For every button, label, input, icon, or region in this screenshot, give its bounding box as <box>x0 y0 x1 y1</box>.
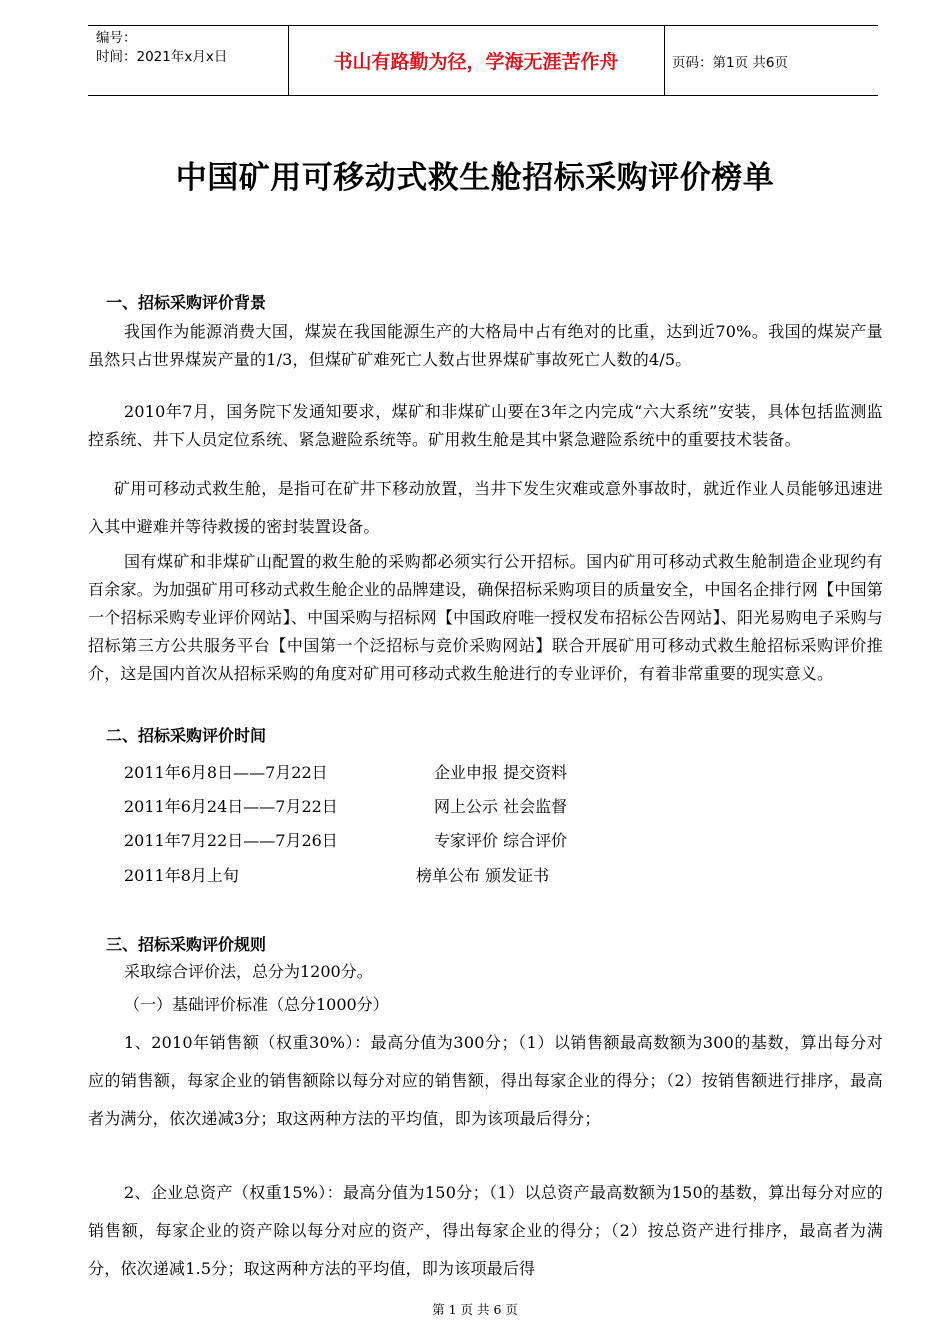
section1-paragraph-1: 我国作为能源消费大国，煤炭在我国能源生产的大格局中占有绝对的比重，达到近70%。我国的煤炭产量虽然只占世界煤炭产量的1/3，但煤矿矿难死亡人数占世界煤矿事故死亡人数的4/5。 <box>88 322 883 369</box>
schedule-event: 网上公示 社会监督 <box>434 797 568 816</box>
section3-heading: 三、招标采购评价规则 <box>106 935 267 954</box>
schedule-event: 专家评价 综合评价 <box>434 831 568 850</box>
page-footer: 第 1 页 共 6 页 <box>432 1302 518 1317</box>
schedule-date: 2011年6月8日——7月22日 <box>124 763 328 782</box>
section3-subheading: （一）基础评价标准（总分1000分） <box>124 995 389 1014</box>
header-divider-right <box>664 26 665 95</box>
document-title: 中国矿用可移动式救生舱招标采购评价榜单 <box>175 160 775 196</box>
document-time-label: 时间：2021年x月x日 <box>96 49 228 65</box>
schedule-event: 企业申报 提交资料 <box>434 763 568 782</box>
section2-heading: 二、招标采购评价时间 <box>106 726 267 745</box>
rule-item-1: 1、2010年销售额（权重30%）：最高分值为300分；（1）以销售额最高数额为300的基数，算出每分对应的销售额，每家企业的销售额除以每分对应的销售额，得出每家企业的得分；（2）按销售额进行排序，最高者为满分，依次递减3分；取这两种方法的平均值，即为该项最后得分； <box>88 1033 883 1128</box>
schedule-event: 榜单公布 颁发证书 <box>416 866 550 885</box>
schedule-date: 2011年8月上旬 <box>124 866 239 885</box>
section3-intro: 采取综合评价法，总分为1200分。 <box>124 962 373 981</box>
page-header <box>88 25 878 96</box>
schedule-date: 2011年6月24日——7月22日 <box>124 797 338 816</box>
rule-item-2: 2、企业总资产（权重15%）：最高分值为150分；（1）以总资产最高数额为150的基数，算出每分对应的销售额，每家企业的资产除以每分对应的资产，得出每家企业的得分；（2）按总资产进行排序，最高者为满分，依次递减1.5分；取这两种方法的平均值，即为该项最后得 <box>88 1183 883 1278</box>
section1-paragraph-4: 国有煤矿和非煤矿山配置的救生舱的采购都必须实行公开招标。国内矿用可移动式救生舱制造企业现约有百余家。为加强矿用可移动式救生舱企业的品牌建设，确保招标采购项目的质量安全，中国名企排行网【中国第一个招标采购专业评价网站】、中国采购与招标网【中国政府唯一授权发布招标公告网站】、阳光易购电子采购与招标第三方公共服务平台【中国第一个泛招标与竞价采购网站】联合开展矿用可移动式救生舱招标采购评价推介，这是国内首次从招标采购的角度对矿用可移动式救生舱进行的专业评价，有着非常重要的现实意义。 <box>88 552 883 683</box>
header-page-number: 页码：第1页 共6页 <box>672 54 788 71</box>
header-divider-left <box>288 26 289 95</box>
section1-paragraph-2: 2010年7月，国务院下发通知要求，煤矿和非煤矿山要在3年之内完成“六大系统”安装，具体包括监测监控系统、井下人员定位系统、紧急避险系统等。矿用救生舱是其中紧急避险系统中的重要技术装备。 <box>88 402 883 449</box>
schedule-date: 2011年7月22日——7月26日 <box>124 831 338 850</box>
section1-heading: 一、招标采购评价背景 <box>106 293 267 312</box>
document-number-label: 编号： <box>96 30 137 46</box>
section1-paragraph-3: 矿用可移动式救生舱，是指可在矿井下移动放置，当井下发生灾难或意外事故时，就近作业人员能够迅速进入其中避难并等待救援的密封装置设备。 <box>88 479 883 536</box>
header-motto: 书山有路勤为径，学海无涯苦作舟 <box>333 51 619 73</box>
header-meta <box>96 29 286 67</box>
